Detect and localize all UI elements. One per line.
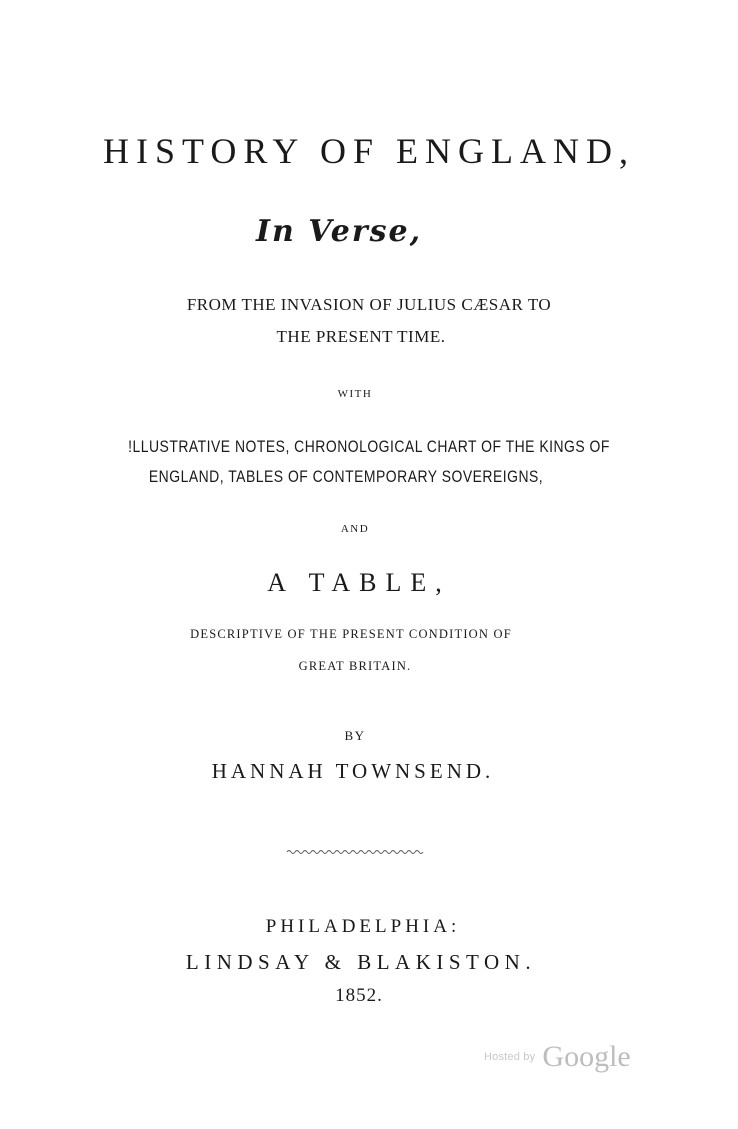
publisher-name: LINDSAY & BLAKISTON. — [185, 950, 537, 974]
by-label: BY — [344, 728, 366, 743]
subtitle-line-2: THE PRESENT TIME. — [276, 327, 446, 346]
notes-line-2: ENGLAND, TABLES OF CONTEMPORARY SOVEREIGNS, — [148, 467, 544, 486]
descriptive-line-1: DESCRIPTIVE OF THE PRESENT CONDITION OF — [190, 627, 512, 641]
hosted-by-google-watermark — [484, 1040, 631, 1074]
author-name: HANNAH TOWNSEND. — [211, 759, 495, 783]
subtitle-line-1: FROM THE INVASION OF JULIUS CÆSAR TO — [186, 295, 552, 314]
with-label: WITH — [337, 388, 373, 400]
publication-year: 1852. — [335, 985, 383, 1006]
notes-line-1: !LLUSTRATIVE NOTES, CHRONOLOGICAL CHART OF THE KINGS OF — [128, 437, 610, 456]
table-heading: A TABLE, — [267, 568, 451, 597]
descriptive-line-2: GREAT BRITAIN. — [298, 659, 412, 673]
and-label: AND — [340, 523, 370, 535]
google-logo: Google — [542, 1040, 631, 1073]
decorative-rule — [285, 846, 425, 856]
publication-place: PHILADELPHIA: — [265, 916, 461, 937]
hosted-by-text: Hosted by — [484, 1051, 536, 1063]
in-verse-subtitle: In Verse, — [255, 214, 423, 249]
book-title: HISTORY OF ENGLAND, — [102, 131, 636, 171]
